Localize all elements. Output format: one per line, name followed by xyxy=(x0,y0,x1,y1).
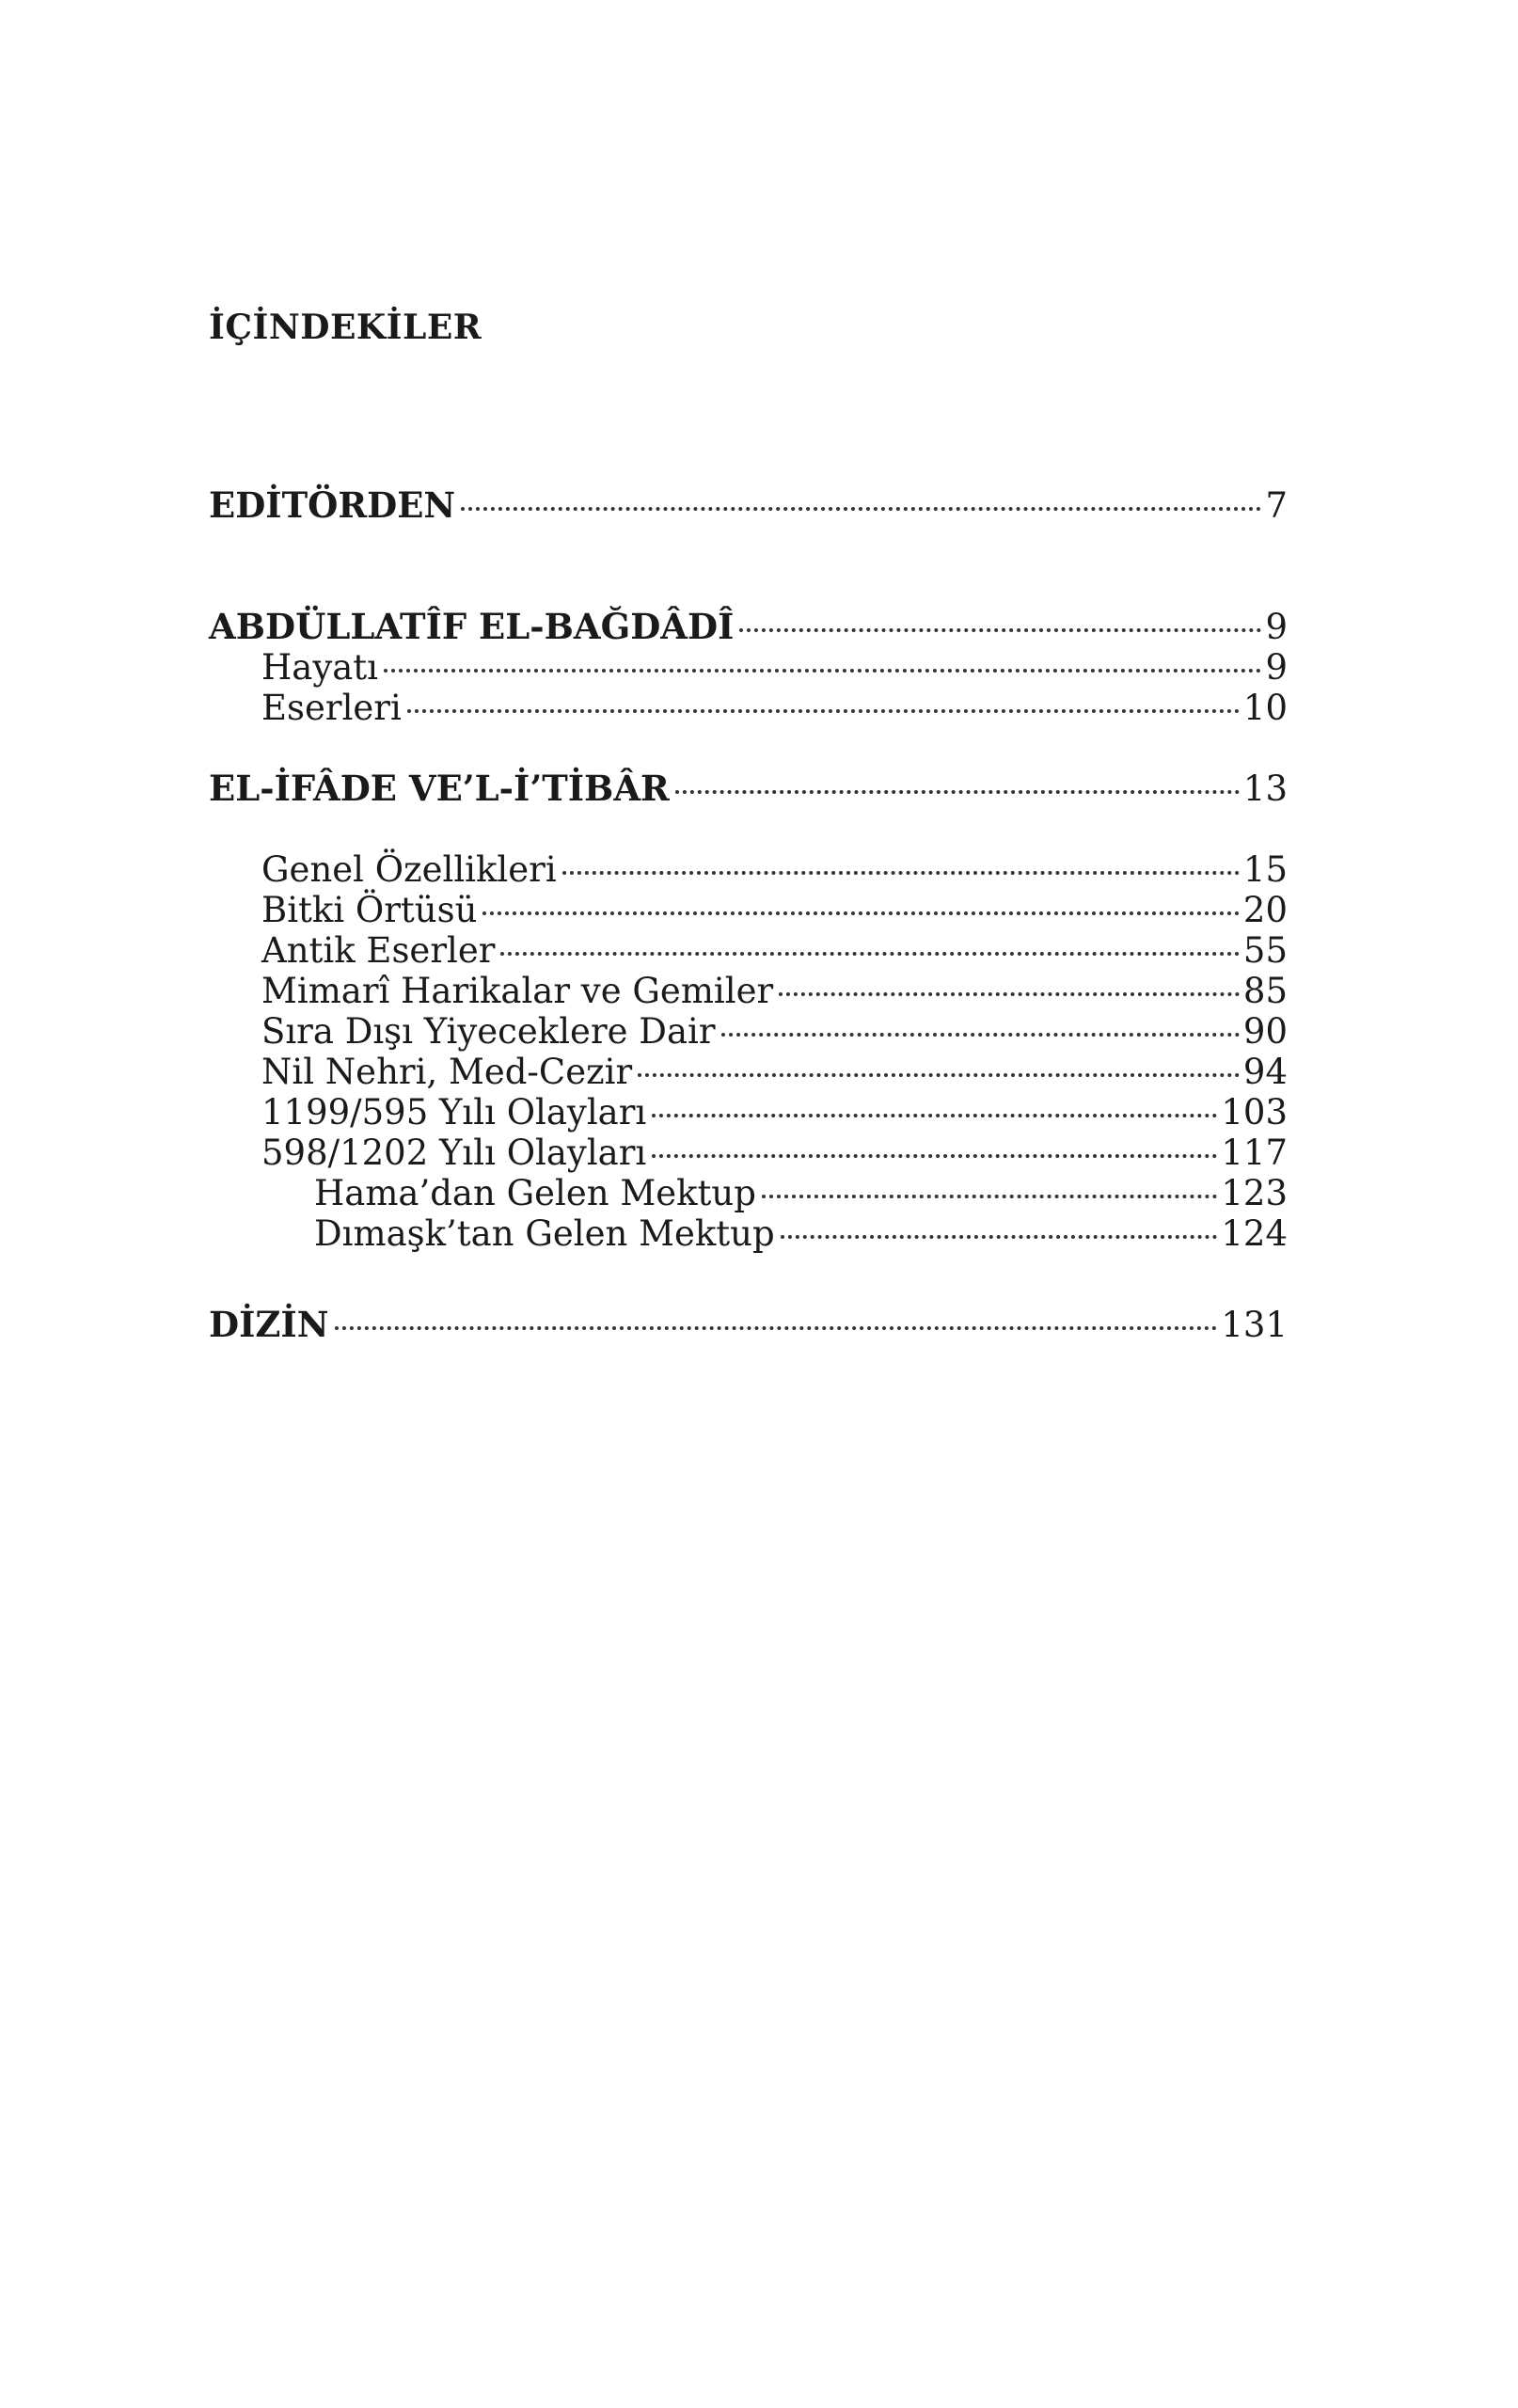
toc-entry-title: 1199/595 Yılı Olayları xyxy=(261,1092,647,1133)
toc-entry-el-ifade xyxy=(209,768,1288,809)
toc-entry-page: 123 xyxy=(1221,1173,1288,1213)
toc-entry-page: 9 xyxy=(1265,607,1288,647)
toc-entry-page: 131 xyxy=(1221,1305,1288,1345)
dot-leader xyxy=(461,507,1261,511)
toc-entry-abdullatif xyxy=(209,607,1288,647)
toc-entry-page: 10 xyxy=(1242,688,1288,728)
toc-entry-page: 13 xyxy=(1242,768,1288,809)
toc-entry-sira-disi-yiyecekler xyxy=(261,1011,1288,1052)
toc-entry-title: Hayatı xyxy=(261,647,378,688)
toc-entry-598-olaylari xyxy=(261,1133,1288,1173)
dot-leader xyxy=(781,1235,1218,1239)
dot-leader xyxy=(739,628,1261,632)
toc-entry-page: 94 xyxy=(1242,1052,1288,1092)
toc-entry-title: Genel Özellikleri xyxy=(261,849,557,890)
toc-entry-title: ABDÜLLATÎF EL-BAĞDÂDÎ xyxy=(209,606,735,647)
dot-leader xyxy=(762,1195,1217,1198)
toc-entry-page: 85 xyxy=(1242,971,1288,1011)
dot-leader xyxy=(652,1114,1217,1117)
toc-entry-dimasktan-mektup xyxy=(314,1213,1288,1254)
toc-entry-title: DİZİN xyxy=(209,1304,329,1345)
toc-entry-page: 20 xyxy=(1242,890,1288,930)
toc-entry-hamadan-mektup xyxy=(314,1173,1288,1213)
dot-leader xyxy=(721,1033,1240,1037)
dot-leader xyxy=(638,1073,1240,1077)
dot-leader xyxy=(779,992,1240,996)
dot-leader xyxy=(562,871,1240,875)
dot-leader xyxy=(407,709,1240,713)
toc-entry-page: 9 xyxy=(1265,647,1288,688)
dot-leader xyxy=(675,790,1240,794)
toc-entry-page: 124 xyxy=(1221,1213,1288,1254)
toc-entry-title: Antik Eserler xyxy=(261,930,496,971)
toc-entry-dizin xyxy=(209,1305,1288,1345)
toc-entry-bitki-ortusu xyxy=(261,890,1288,930)
toc-entry-page: 90 xyxy=(1242,1011,1288,1052)
toc-entry-page: 117 xyxy=(1221,1133,1288,1173)
toc-entry-editorden xyxy=(209,485,1288,526)
toc-entry-title: Sıra Dışı Yiyeceklere Dair xyxy=(261,1011,716,1052)
dot-leader xyxy=(500,952,1239,956)
dot-leader xyxy=(335,1326,1218,1330)
toc-entry-title: Hama’dan Gelen Mektup xyxy=(314,1173,756,1213)
toc-entry-hayati xyxy=(261,647,1288,688)
toc-entry-page: 15 xyxy=(1242,849,1288,890)
toc-entry-title: 598/1202 Yılı Olayları xyxy=(261,1133,647,1173)
toc-entry-title: Bitki Örtüsü xyxy=(261,890,478,930)
toc-entry-page: 55 xyxy=(1242,930,1288,971)
dot-leader xyxy=(652,1154,1217,1158)
toc-entry-title: EL-İFÂDE VE’L-İ’TİBÂR xyxy=(209,768,670,809)
toc-entry-title: Dımaşk’tan Gelen Mektup xyxy=(314,1213,775,1254)
dot-leader xyxy=(482,911,1239,915)
toc-entry-title: Mimarî Harikalar ve Gemiler xyxy=(261,971,774,1011)
dot-leader xyxy=(384,669,1261,673)
toc-entry-eserleri xyxy=(261,688,1288,728)
toc-entry-title: EDİTÖRDEN xyxy=(209,484,456,526)
toc-entry-title: Eserleri xyxy=(261,688,402,728)
toc-entry-1199-olaylari xyxy=(261,1092,1288,1133)
toc-entry-nil-nehri xyxy=(261,1052,1288,1092)
toc-entry-genel-ozellikleri xyxy=(261,849,1288,890)
toc-entry-page: 103 xyxy=(1221,1092,1288,1133)
toc-entry-antik-eserler xyxy=(261,930,1288,971)
toc-heading: İÇİNDEKİLER xyxy=(209,308,482,347)
toc-entry-title: Nil Nehri, Med-Cezir xyxy=(261,1052,633,1092)
toc-entry-mimari-harikalar xyxy=(261,971,1288,1011)
toc-entry-page: 7 xyxy=(1265,485,1288,526)
